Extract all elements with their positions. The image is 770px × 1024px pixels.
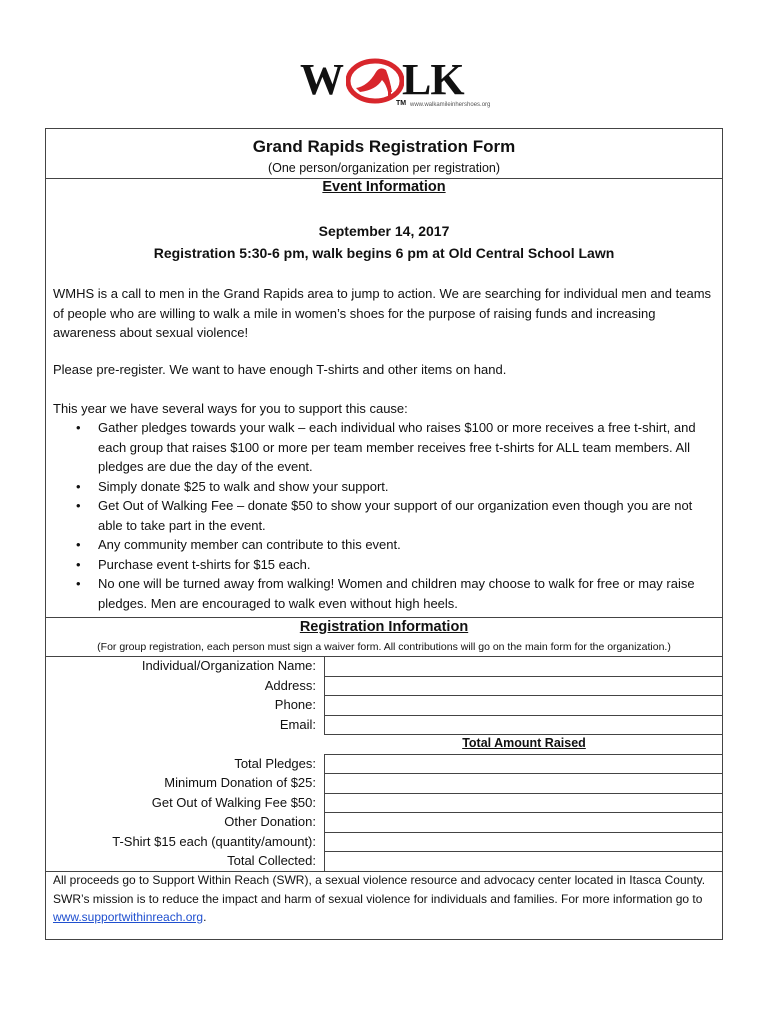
field-divider	[324, 656, 325, 734]
logo-letter-w: W	[300, 55, 343, 104]
bullet: •	[76, 576, 81, 591]
bullet: •	[76, 420, 81, 435]
support-ways-list	[53, 418, 715, 613]
field-line	[324, 793, 722, 794]
field-divider	[324, 754, 325, 871]
divider	[46, 617, 722, 618]
field-line	[324, 754, 722, 755]
list-item: • Simply donate $25 to walk and show your support.	[98, 477, 715, 497]
logo-url: www.walkamileinhershoes.org	[410, 102, 491, 108]
ways-intro: This year we have several ways for you to support this cause:	[53, 401, 408, 416]
registration-form	[45, 128, 723, 940]
email-field-label: Email:	[279, 717, 316, 732]
total-amount-heading: Total Amount Raised	[462, 736, 586, 750]
registration-note: (For group registration, each person must sign a waiver form. All contributions will go on the main form for the organization.)	[97, 641, 671, 653]
field-line	[324, 715, 722, 716]
form-subtitle: (One person/organization per registration)	[267, 161, 501, 175]
logo-letters-lk: LK	[402, 55, 464, 104]
field-line	[324, 851, 722, 852]
event-date: September 14, 2017	[318, 223, 450, 239]
total-pledges-label: Total Pledges:	[234, 756, 316, 771]
high-heel-logo-icon	[346, 58, 404, 104]
field-line	[324, 812, 722, 813]
field-line	[324, 676, 722, 677]
support-within-reach-link[interactable]: www.supportwithinreach.org	[53, 910, 204, 924]
bullet: •	[76, 556, 81, 572]
event-info-heading: Event Information	[322, 179, 446, 195]
get-out-fee-label: Get Out of Walking Fee $50:	[151, 795, 316, 810]
trademark-mark: TM	[396, 100, 407, 107]
field-line	[324, 773, 722, 774]
total-collected-label: Total Collected:	[227, 853, 316, 868]
list-item: • Get Out of Walking Fee – donate $50 to show your support of our organization even though you are not able to take part in the event.	[76, 498, 693, 533]
field-line	[324, 734, 722, 735]
tshirt-label: T-Shirt $15 each (quantity/amount):	[112, 834, 316, 849]
form-title: Grand Rapids Registration Form	[252, 137, 516, 156]
registration-info-heading: Registration Information	[299, 619, 469, 635]
field-line	[324, 832, 722, 833]
intro-paragraph: WMHS is a call to men in the Grand Rapids area to jump to action. We are searching for individual men and teams of people who are willing to walk a mile in women’s shoes for the purpose of raising funds and increasing awareness about sexual violence!	[53, 286, 712, 340]
preregister-text: Please pre-register. We want to have enough T-shirts and other items on hand.	[53, 362, 507, 377]
list-item: • Any community member can contribute to this event.	[98, 535, 715, 555]
bullet: •	[76, 498, 81, 513]
address-field-label: Address:	[264, 678, 316, 693]
minimum-donation-label: Minimum Donation of $25:	[164, 775, 316, 790]
list-item: • Gather pledges towards your walk – each individual who raises $100 or more receives a free t-shirt, and each group that raises $100 or more per team member receives free t-shirts for ALL team members. All pledges are due the day of the event.	[76, 420, 696, 474]
footer-text: All proceeds go to Support Within Reach (SWR), a sexual violence resource and advocacy center located in Itasca County. SWR’s mission is to reduce the impact and harm of sexual violence for individuals and families. For more information go to www.supportwithinreach.org.	[53, 873, 706, 924]
phone-field-label: Phone:	[274, 697, 316, 712]
bullet: •	[76, 537, 81, 552]
name-field-label: Individual/Organization Name:	[141, 658, 316, 673]
list-item: • No one will be turned away from walking! Women and children may choose to walk for free or may raise pledges. Men are encouraged to walk even without high heels.	[76, 576, 695, 611]
bullet: •	[76, 478, 81, 494]
list-item: • Purchase event t-shirts for $15 each.	[98, 555, 715, 575]
field-line	[324, 695, 722, 696]
event-schedule: Registration 5:30-6 pm, walk begins 6 pm at Old Central School Lawn	[153, 245, 615, 261]
walk-logo	[296, 55, 491, 112]
other-donation-label: Other Donation:	[224, 814, 316, 829]
